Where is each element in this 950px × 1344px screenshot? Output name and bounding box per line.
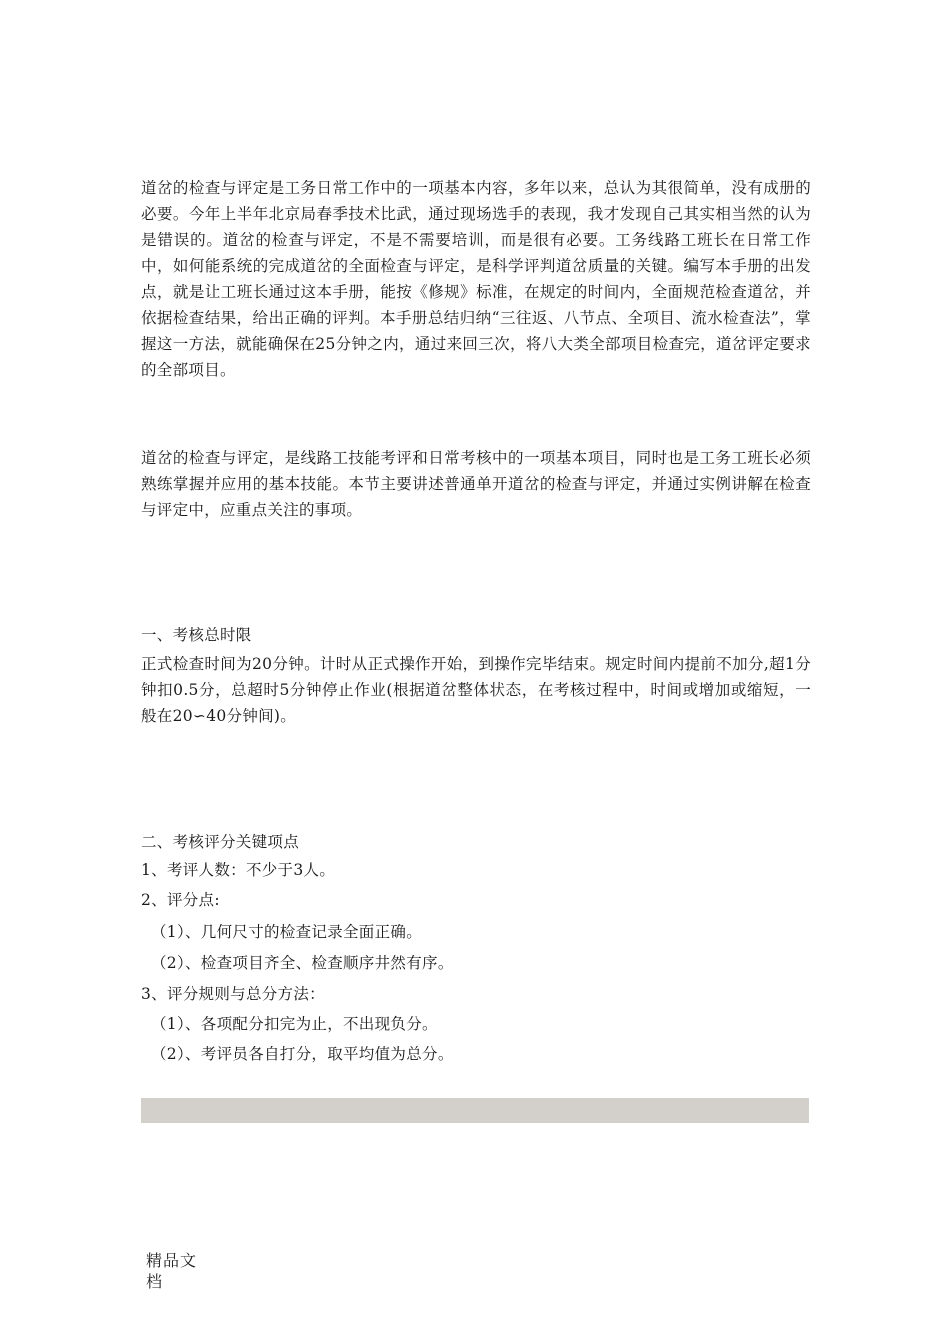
- scoring-item-3: 3、评分规则与总分方法：: [141, 985, 325, 1003]
- intro-paragraph: 道岔的检查与评定是工务日常工作中的一项基本内容，多年以来，总认为其很简单，没有成册的必要。今年上半年北京局春季技术比武，通过现场选手的表现，我才发现自己其实相当然的认为是错误的。道岔的检查与评定，不是不需要培训，而是很有必要。工务线路工班长在日常工作中，如何能系统的完成道岔的全面检查与评定，是科学评判道岔质量的关键。编写本手册的出发点，就是让工班长通过这本手册，能按《修规》标准，在规定的时间内，全面规范检查道岔，并依据检查结果，给出正确的评判。本手册总结归纳“三往返、八节点、全项目、流水检查法”，掌握这一方法，就能确保在25分钟之内，通过来回三次，将八大类全部项目检查完，道岔评定要求的全部项目。: [141, 179, 811, 379]
- gray-divider-bar: [141, 1098, 809, 1123]
- scoring-item-2: 2、评分点:: [141, 891, 220, 909]
- footer-watermark-text: 精品文档: [146, 1251, 198, 1291]
- scoring-item-2-sub-1: （1）、几何尺寸的检查记录全面正确。: [151, 923, 423, 941]
- scoring-item-3-sub-2: （2）、考评员各自打分，取平均值为总分。: [151, 1045, 454, 1063]
- scoring-item-1: 1、考评人数：不少于3人。: [141, 861, 336, 879]
- section-intro-paragraph: 道岔的检查与评定，是线路工技能考评和日常考核中的一项基本项目，同时也是工务工班长必须熟练掌握并应用的基本技能。本节主要讲述普通单开道岔的检查与评定，并通过实例讲解在检查与评定中，应重点关注的事项。: [141, 449, 811, 519]
- time-limit-body: 正式检查时间为20分钟。计时从正式操作开始，到操作完毕结束。规定时间内提前不加分,超1分钟扣0.5分，总超时5分钟停止作业(根据道岔整体状态，在考核过程中，时间或增加或缩短，一般在20∽40分钟间)。: [141, 655, 811, 725]
- scoring-heading: 二、考核评分关键项点: [141, 833, 300, 851]
- scoring-item-2-sub-2: （2）、检查项目齐全、检查顺序井然有序。: [151, 954, 454, 972]
- time-limit-heading: 一、考核总时限: [141, 626, 252, 644]
- scoring-item-3-sub-1: （1）、各项配分扣完为止，不出现负分。: [151, 1015, 438, 1033]
